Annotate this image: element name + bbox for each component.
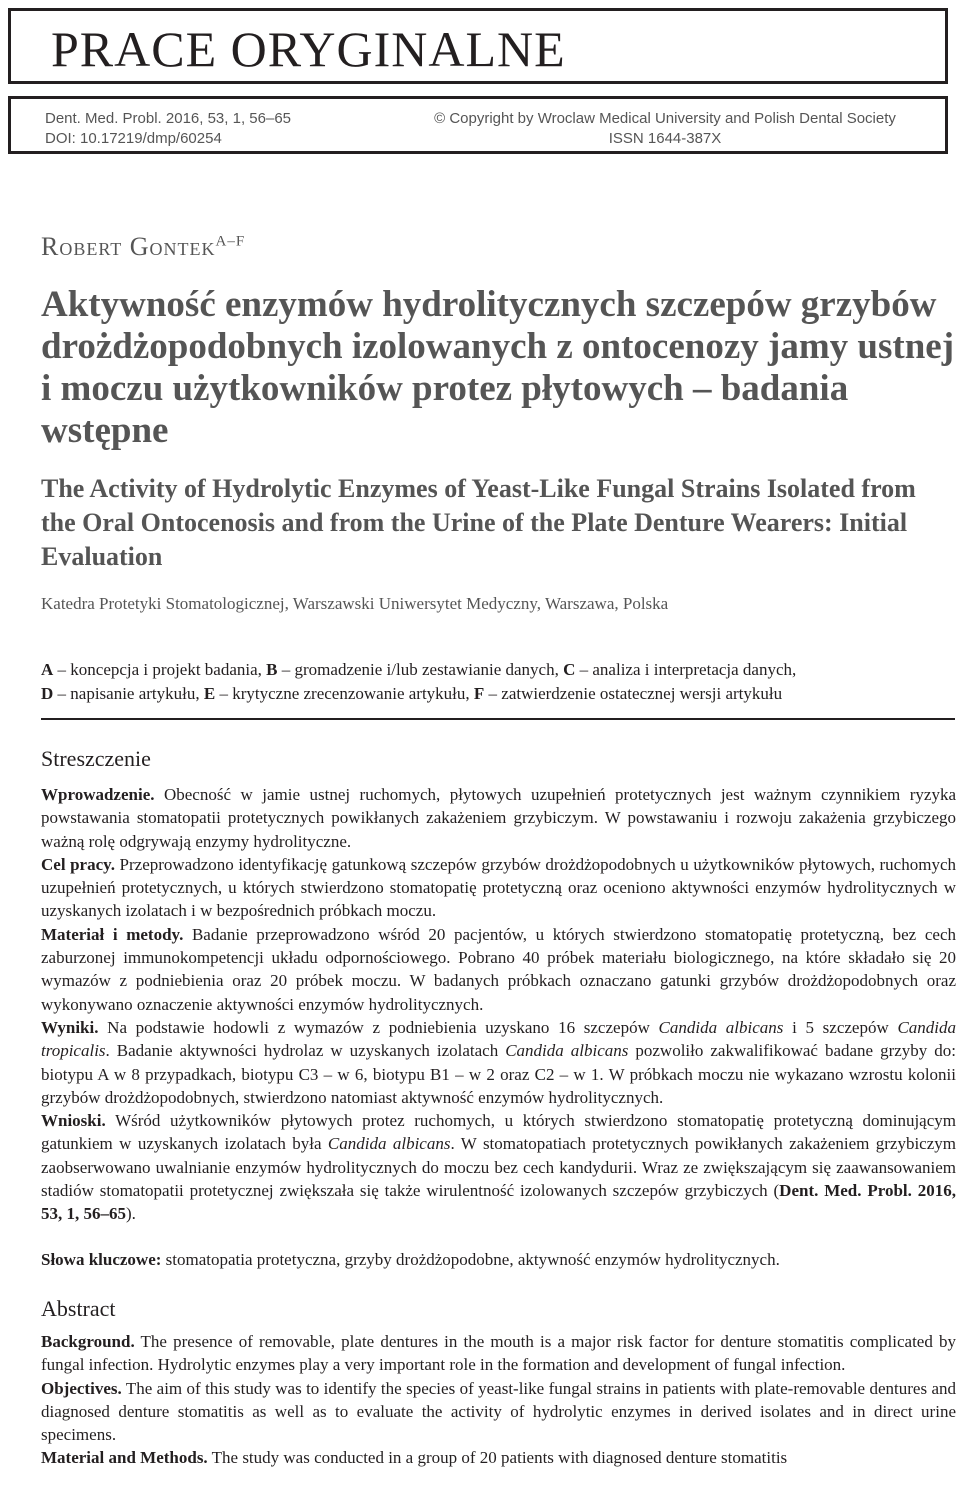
label: Background. bbox=[41, 1332, 135, 1351]
text: i 5 szczepów bbox=[783, 1017, 898, 1037]
title-english: The Activity of Hydrolytic Enzymes of Yeast-Like Fungal Strains Isolated from the Oral Ontocenosis and from the Urine of the Plate Denture Wearers: Initial Evaluation bbox=[41, 474, 916, 571]
paragraph-wyniki bbox=[41, 1016, 956, 1109]
contrib-text: krytyczne zrecenzowanie artykułu, bbox=[232, 684, 470, 703]
paragraph-objectives bbox=[41, 1377, 956, 1447]
heading-streszczenie: Streszczenie bbox=[41, 746, 151, 771]
contrib-code: B bbox=[266, 660, 278, 679]
keywords bbox=[41, 1248, 956, 1271]
text: . Badanie aktywności hydrolaz w uzyskanych izolatach bbox=[105, 1041, 506, 1061]
contrib-code: E bbox=[203, 684, 216, 703]
text: pozwoliło zakwalifikować badane grzyby do: biotypu A w 8 przypadkach, biotypu C3 – w 6, biotypu B1 – w 2 oraz C2 – w 1. W próbkach moczu nie wykazano wzrostu kolonii grzybów drożdżopodobnych, stwierdzono natomiast aktywność enzymów hydrolitycznych. bbox=[41, 1041, 957, 1107]
contributions: A – koncepcja i projekt badania, B – gromadzenie i/lub zestawianie danych, C – analiza i interpretacja danych, D – napisanie artykułu, E – krytyczne zrecenzowanie artykułu, F – zatwierdzenie ostatecznej wersji artykułu bbox=[41, 660, 797, 703]
paragraph-wnioski bbox=[41, 1109, 956, 1225]
label: Material and Methods. bbox=[41, 1448, 208, 1468]
copyright-block bbox=[385, 109, 945, 149]
section-banner bbox=[8, 8, 948, 84]
doi: DOI: 10.17219/dmp/60254 bbox=[45, 130, 222, 147]
issn: ISSN 1644-387X bbox=[608, 130, 722, 147]
journal-meta-box bbox=[8, 96, 948, 154]
divider bbox=[41, 718, 955, 720]
text: Wśród użytkowników płytowych protez ruchomych, u których stwierdzono stomatopatię protetyczną dominującym gatunkiem w uzyskanych izolatach była bbox=[41, 1111, 956, 1154]
author-contribution-sup: A–F bbox=[215, 233, 246, 250]
contrib-code: F bbox=[473, 684, 485, 703]
contrib-code: A bbox=[41, 660, 54, 679]
author bbox=[41, 232, 956, 262]
contrib-text: koncepcja i projekt badania, bbox=[70, 660, 262, 679]
label: Wnioski. bbox=[41, 1111, 106, 1131]
species-name: Candida albicans bbox=[327, 1134, 451, 1154]
text: The aim of this study was to identify the species of yeast-like fungal strains in patients with plate-removable dentures and diagnosed denture stomatitis as well as to evaluate the activity of hydrolytic enzymes in derived isolates and in direct urine specimens. bbox=[41, 1378, 956, 1445]
label: Wyniki. bbox=[41, 1017, 99, 1037]
paragraph-methods bbox=[41, 1446, 956, 1469]
label: Materiał i metody. bbox=[41, 924, 184, 944]
contrib-text: gromadzenie i/lub zestawianie danych, bbox=[294, 660, 559, 679]
contrib-text: napisanie artykułu, bbox=[70, 684, 200, 703]
paragraph-metody bbox=[41, 923, 956, 1016]
abstract-body bbox=[41, 1330, 956, 1470]
section-title: PRACE ORYGINALNE bbox=[51, 21, 566, 77]
affiliation: Katedra Protetyki Stomatologicznej, Warszawski Uniwersytet Medyczny, Warszawa, Polska bbox=[41, 594, 669, 613]
label: Objectives. bbox=[41, 1378, 122, 1398]
copyright: © Copyright by Wroclaw Medical University and Polish Dental Society bbox=[434, 110, 896, 127]
paragraph-wprowadzenie bbox=[41, 783, 956, 853]
contrib-code: C bbox=[563, 660, 576, 679]
paragraph-cel bbox=[41, 853, 956, 923]
paragraph-background bbox=[41, 1330, 956, 1377]
text: The study was conducted in a group of 20 patients with diagnosed denture stomatitis bbox=[211, 1448, 788, 1468]
text: . W stomatopatiach protetycznych powikłanych zakażeniem grzybiczym zaobserwowano uwalnianie enzymów hydrolitycznych do moczu bez cech kandydurii. Wraz ze zwiększającym się zaawansowaniem stadiów stomatopatii protetycznej zwiększała się także wirulentność izolowanych szczepów grzybiczych ( bbox=[41, 1134, 956, 1201]
text: Na podstawie hodowli z wymazów z podniebienia uzyskano 16 szczepów bbox=[107, 1017, 659, 1037]
label: Cel pracy. bbox=[41, 854, 115, 874]
contrib-text: analiza i interpretacja danych, bbox=[592, 660, 797, 679]
keywords-text: stomatopatia protetyczna, grzyby drożdżopodobne, aktywność enzymów hydrolitycznych. bbox=[165, 1250, 780, 1269]
text: Obecność w jamie ustnej ruchomych, płytowych uzupełnień protetycznych jest ważnym czynnikiem ryzyka powstawania stomatopatii protetycznych powikłanych zakażeniem grzybiczym. W powstawaniu i rozwoju zakażenia grzybiczego ważną rolę odgrywają enzymy hydrolityczne. bbox=[41, 785, 957, 851]
keywords-label: Słowa kluczowe: bbox=[41, 1250, 162, 1269]
journal-citation bbox=[45, 109, 291, 149]
text: The presence of removable, plate dentures in the mouth is a major risk factor for denture stomatitis complicated by fungal infection. Hydrolytic enzymes play a very important role in the formation and development of fungal infection. bbox=[41, 1332, 956, 1375]
text: Badanie przeprowadzono wśród 20 pacjentów, u których stwierdzono stomatopatię protetyczną, bez cech zaburzonej immunokompetencji układu odpornościowego. Pobrano 40 próbek materiału biologicznego, na które składało się 20 wymazów z podniebienia oraz 20 próbek moczu. W badanych próbkach oznaczano gatunki grzybów drożdżopodobnych oraz wykonywano oznaczenie aktywności enzymów hydrolitycznych. bbox=[41, 924, 956, 1014]
species-name: Candida albicans bbox=[658, 1017, 784, 1037]
author-name: Robert Gontek bbox=[41, 232, 216, 261]
species-name: Candida albicans bbox=[505, 1041, 629, 1061]
journal-ref: Dent. Med. Probl. 2016, 53, 1, 56–65 bbox=[45, 110, 291, 127]
title-polish: Aktywność enzymów hydrolitycznych szczepów grzybów drożdżopodobnych izolowanych z ontocenozy jamy ustnej i moczu użytkowników protez płytowych – badania wstępne bbox=[41, 284, 955, 451]
citation: Dent. Med. Probl. 2016, 53, 1, 56–65 bbox=[41, 1181, 956, 1224]
label: Wprowadzenie. bbox=[41, 785, 155, 804]
text: Przeprowadzono identyfikację gatunkową szczepów grzybów drożdżopodobnych u użytkowników płytowych, ruchomych uzupełnień protetycznych, u których stwierdzono stomatopatię protetyczną oraz oceniono aktywności enzymów hydrolitycznych w uzyskanych izolatach i w bezpośrednich próbkach moczu. bbox=[41, 854, 956, 921]
streszczenie-body bbox=[41, 783, 956, 1226]
contrib-code: D bbox=[41, 684, 54, 703]
contrib-text: zatwierdzenie ostatecznej wersji artykułu bbox=[501, 684, 783, 703]
species-name: Candida tropicalis bbox=[41, 1017, 956, 1061]
text: ). bbox=[126, 1204, 136, 1224]
heading-abstract: Abstract bbox=[41, 1296, 116, 1321]
